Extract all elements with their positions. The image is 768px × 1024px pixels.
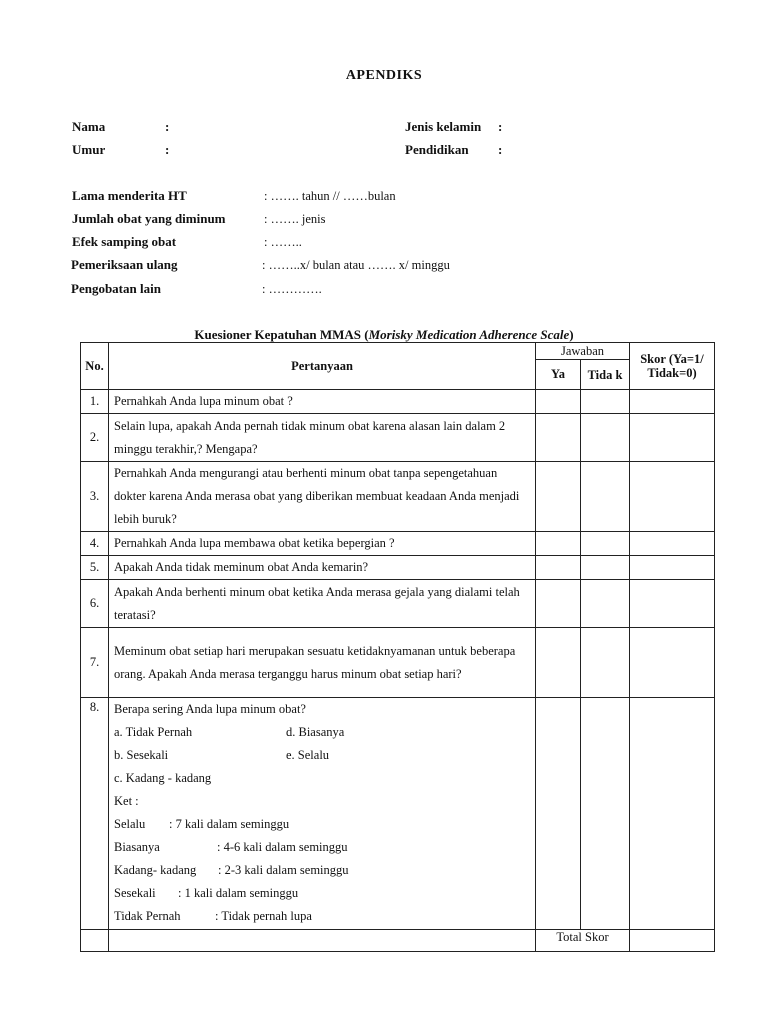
skor-cell[interactable] [630, 414, 715, 462]
row-no: 1. [81, 390, 109, 414]
table-row [81, 628, 715, 698]
table-caption [0, 327, 768, 343]
row-question: Selain lupa, apakah Anda pernah tidak minum obat karena alasan lain dalam 2 minggu terakhir,? Mengapa? [109, 414, 536, 462]
answer-ya-cell[interactable] [536, 390, 581, 414]
skor-cell[interactable] [630, 532, 715, 556]
total-skor-label: Total Skor [536, 930, 630, 952]
option-d: d. Biasanya [286, 725, 345, 739]
row-question: Apakah Anda berhenti minum obat ketika Anda merasa gejala yang dialami telah teratasi? [109, 580, 536, 628]
caption-suffix: ) [569, 327, 574, 342]
options-row-1 [114, 721, 530, 744]
key-term: Selalu [114, 817, 146, 831]
ket-label: Ket : [114, 794, 139, 808]
key-desc: : 1 kali dalam seminggu [178, 886, 299, 900]
answer-tidak-cell[interactable] [581, 390, 630, 414]
total-empty-cell [109, 930, 536, 952]
key-desc: : Tidak pernah lupa [215, 909, 312, 923]
answer-tidak-cell[interactable] [581, 628, 630, 698]
pendidikan-label: Pendidikan [405, 142, 469, 157]
header-jawaban: Jawaban [536, 343, 630, 360]
nama-label: Nama [72, 119, 106, 134]
row-question: Meminum obat setiap hari merupakan sesuatu ketidaknyamanan untuk beberapa orang. Apakah Anda merasa terganggu harus minum obat setiap hari? [109, 628, 536, 698]
total-row [81, 930, 715, 952]
info-label-jumlah: Jumlah obat yang diminum [72, 211, 226, 226]
answer-tidak-cell[interactable] [581, 580, 630, 628]
row-no: 3. [81, 462, 109, 532]
answer-ya-cell[interactable] [536, 698, 581, 930]
row-no: 7. [81, 628, 109, 698]
row-no: 8. [81, 698, 109, 930]
key-desc: : 2-3 kali dalam seminggu [218, 863, 349, 877]
answer-ya-cell[interactable] [536, 462, 581, 532]
table-row [81, 580, 715, 628]
option-e: e. Selalu [286, 748, 330, 762]
key-term: Kadang- kadang [114, 863, 197, 877]
row-question: Pernahkah Anda mengurangi atau berhenti minum obat tanpa sepengetahuan dokter karena Anda merasa obat yang diberikan membuat keadaan Anda menjadi lebih buruk? [109, 462, 536, 532]
page-title: APENDIKS [345, 68, 423, 83]
row-question-8 [109, 698, 536, 930]
info-label-pengobatan: Pengobatan lain [71, 281, 161, 296]
header-ya: Ya [536, 360, 581, 390]
table-row [81, 556, 715, 580]
table-row [81, 390, 715, 414]
answer-tidak-cell[interactable] [581, 414, 630, 462]
key-term: Tidak Pernah [114, 909, 181, 923]
row-question: Apakah Anda tidak meminum obat Anda kemarin? [109, 556, 536, 580]
total-skor-value-cell[interactable] [630, 930, 715, 952]
skor-cell[interactable] [630, 462, 715, 532]
umur-label: Umur [72, 142, 106, 157]
option-a: a. Tidak Pernah [114, 725, 193, 739]
table-row [81, 414, 715, 462]
info-label-pemeriksaan: Pemeriksaan ulang [71, 257, 178, 272]
key-row [114, 905, 530, 928]
answer-tidak-cell[interactable] [581, 698, 630, 930]
skor-cell[interactable] [630, 698, 715, 930]
pendidikan-colon: : [498, 142, 503, 157]
key-row [114, 882, 530, 905]
answer-ya-cell[interactable] [536, 556, 581, 580]
answer-ya-cell[interactable] [536, 580, 581, 628]
row-no: 2. [81, 414, 109, 462]
option-b: b. Sesekali [114, 748, 169, 762]
answer-tidak-cell[interactable] [581, 532, 630, 556]
skor-cell[interactable] [630, 390, 715, 414]
header-tidak: Tida k [581, 360, 630, 390]
table-row [81, 462, 715, 532]
table-row [81, 698, 715, 930]
jenis-kelamin-label: Jenis kelamin [405, 119, 482, 134]
info-label-efek: Efek samping obat [72, 234, 177, 249]
answer-ya-cell[interactable] [536, 532, 581, 556]
answer-ya-cell[interactable] [536, 628, 581, 698]
header-skor: Skor (Ya=1/ Tidak=0) [630, 343, 715, 390]
header-no: No. [81, 343, 109, 390]
caption-prefix: Kuesioner Kepatuhan MMAS ( [194, 327, 369, 342]
row-no: 6. [81, 580, 109, 628]
header-pertanyaan: Pertanyaan [109, 343, 536, 390]
row-no: 4. [81, 532, 109, 556]
skor-cell[interactable] [630, 628, 715, 698]
key-desc: : 4-6 kali dalam seminggu [217, 840, 348, 854]
mmas-table [80, 342, 715, 952]
key-row [114, 813, 530, 836]
caption-italic: Morisky Medication Adherence Scale [368, 327, 570, 342]
key-row [114, 836, 530, 859]
row-no: 5. [81, 556, 109, 580]
info-value-pengobatan: : …………. [262, 282, 322, 296]
row8-question: Berapa sering Anda lupa minum obat? [114, 702, 306, 716]
answer-tidak-cell[interactable] [581, 462, 630, 532]
total-no-cell [81, 930, 109, 952]
answer-tidak-cell[interactable] [581, 556, 630, 580]
row-question: Pernahkah Anda lupa minum obat ? [109, 390, 536, 414]
table-row [81, 532, 715, 556]
key-term: Sesekali [114, 886, 156, 900]
skor-cell[interactable] [630, 580, 715, 628]
key-term: Biasanya [114, 840, 160, 854]
answer-ya-cell[interactable] [536, 414, 581, 462]
info-value-efek: : …….. [264, 235, 302, 249]
option-c: c. Kadang - kadang [114, 771, 212, 785]
info-value-jumlah: : ……. jenis [264, 212, 326, 226]
key-desc: : 7 kali dalam seminggu [169, 817, 290, 831]
options-row-2 [114, 744, 530, 767]
skor-cell[interactable] [630, 556, 715, 580]
info-label-lama: Lama menderita HT [72, 188, 187, 203]
key-row [114, 859, 530, 882]
nama-colon: : [165, 119, 170, 134]
jenis-kelamin-colon: : [498, 119, 503, 134]
row-question: Pernahkah Anda lupa membawa obat ketika bepergian ? [109, 532, 536, 556]
umur-colon: : [165, 142, 170, 157]
info-value-lama: : ……. tahun // ……bulan [264, 189, 396, 203]
info-value-pemeriksaan: : ……..x/ bulan atau ……. x/ minggu [262, 258, 450, 272]
